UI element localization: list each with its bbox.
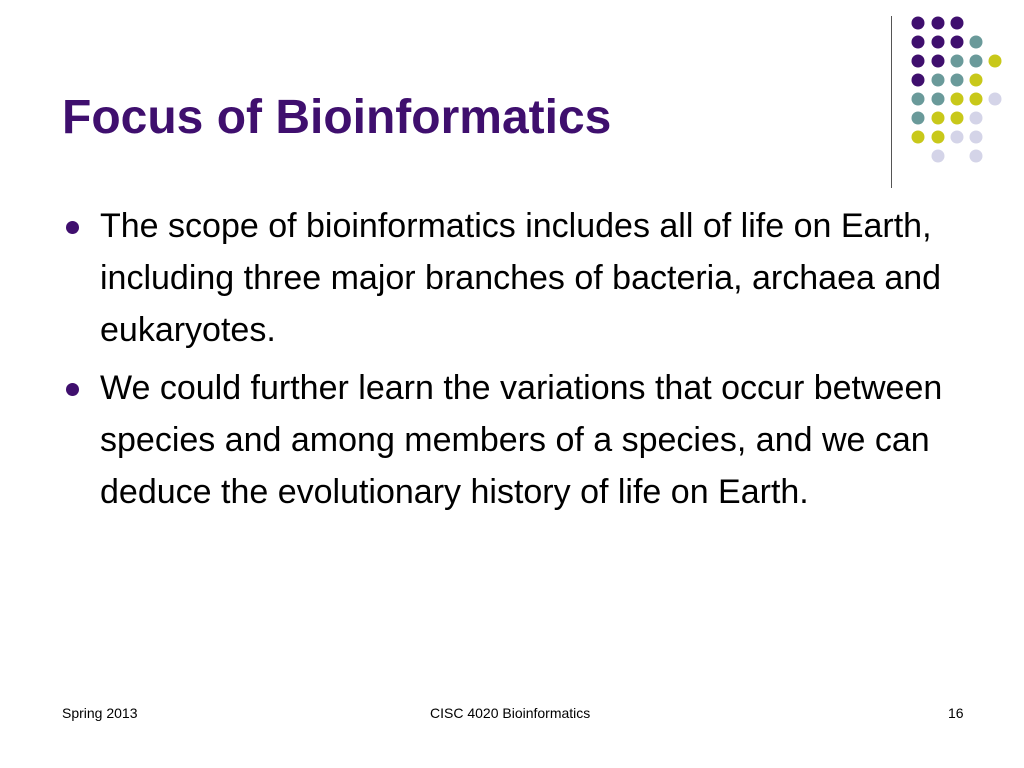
decorative-dot bbox=[932, 74, 945, 87]
dot-group bbox=[912, 17, 1002, 163]
bullet-list bbox=[64, 200, 964, 524]
decorative-dot bbox=[932, 131, 945, 144]
decorative-dot bbox=[932, 55, 945, 68]
decorative-dot bbox=[951, 55, 964, 68]
decorative-dot bbox=[912, 74, 925, 87]
footer-page-number: 16 bbox=[948, 705, 964, 721]
divider-line bbox=[891, 16, 892, 188]
bullet-item bbox=[64, 200, 964, 356]
decorative-dot bbox=[970, 74, 983, 87]
decorative-dot bbox=[912, 112, 925, 125]
decorative-dot bbox=[912, 55, 925, 68]
decorative-dot bbox=[912, 36, 925, 49]
decorative-dot bbox=[970, 150, 983, 163]
slide-title: Focus of Bioinformatics bbox=[62, 91, 612, 144]
bullet-text: We could further learn the variations that occur between species and among members of a species, and we can deduce the evolutionary history of life on Earth. bbox=[100, 369, 943, 511]
bullet-dot-icon bbox=[66, 221, 79, 234]
decorative-dot bbox=[951, 74, 964, 87]
decorative-dot bbox=[932, 17, 945, 30]
decorative-dot bbox=[912, 131, 925, 144]
footer-date: Spring 2013 bbox=[62, 705, 138, 721]
bullet-item bbox=[64, 362, 964, 518]
decorative-dot bbox=[951, 131, 964, 144]
decorative-dot bbox=[932, 150, 945, 163]
decorative-dot bbox=[951, 112, 964, 125]
decorative-dot bbox=[970, 55, 983, 68]
bullet-text: The scope of bioinformatics includes all of life on Earth, including three major branches of bacteria, archaea and eukaryotes. bbox=[100, 207, 942, 349]
decorative-dot bbox=[970, 131, 983, 144]
footer-course: CISC 4020 Bioinformatics bbox=[430, 705, 591, 721]
decorative-dot bbox=[970, 112, 983, 125]
decorative-dot bbox=[951, 17, 964, 30]
decorative-dot bbox=[970, 93, 983, 106]
decorative-dot bbox=[989, 93, 1002, 106]
bullet-dot-icon bbox=[66, 383, 79, 396]
decorative-dot bbox=[932, 93, 945, 106]
decorative-dot bbox=[912, 17, 925, 30]
decorative-dot bbox=[932, 36, 945, 49]
decorative-dot bbox=[951, 93, 964, 106]
decorative-dot bbox=[970, 36, 983, 49]
decorative-dot bbox=[951, 36, 964, 49]
decorative-dot bbox=[932, 112, 945, 125]
decorative-dot bbox=[989, 55, 1002, 68]
decorative-dot bbox=[912, 93, 925, 106]
